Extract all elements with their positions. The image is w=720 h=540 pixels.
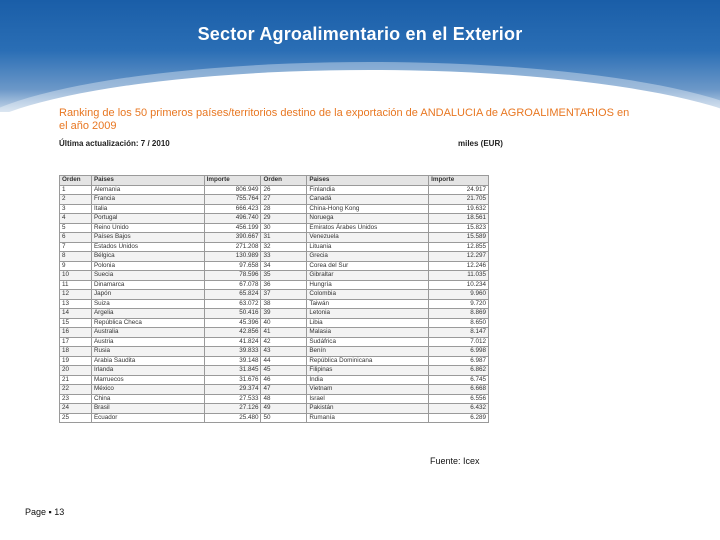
units-label: miles (EUR) xyxy=(458,139,503,148)
table-cell: 27 xyxy=(261,195,307,205)
table-cell: Irlanda xyxy=(91,366,204,376)
table-row xyxy=(60,375,489,385)
table-cell: 21.705 xyxy=(429,195,489,205)
table-cell: 50 xyxy=(261,413,307,423)
table-cell: Alemania xyxy=(91,185,204,195)
table-cell: 1 xyxy=(60,185,92,195)
table-cell: Israel xyxy=(307,394,429,404)
table-cell: Sudáfrica xyxy=(307,337,429,347)
table-cell: 24 xyxy=(60,404,92,414)
table-row xyxy=(60,290,489,300)
table-cell: Francia xyxy=(91,195,204,205)
table-cell: Rusia xyxy=(91,347,204,357)
update-label: Última actualización: 7 / 2010 xyxy=(59,139,170,148)
table-row xyxy=(60,233,489,243)
table-row xyxy=(60,404,489,414)
table-cell: México xyxy=(91,385,204,395)
table-cell: Letonia xyxy=(307,309,429,319)
table-cell: 22 xyxy=(60,385,92,395)
table-cell: 25 xyxy=(60,413,92,423)
table-cell: Taiwán xyxy=(307,299,429,309)
table-cell: 39 xyxy=(261,309,307,319)
table-cell: 19 xyxy=(60,356,92,366)
table-cell: 43 xyxy=(261,347,307,357)
table-cell: 6.556 xyxy=(429,394,489,404)
table-row xyxy=(60,309,489,319)
table-cell: 456.199 xyxy=(204,223,261,233)
table-cell: 21 xyxy=(60,375,92,385)
table-cell: India xyxy=(307,375,429,385)
table-cell: 18 xyxy=(60,347,92,357)
table-cell: 6.432 xyxy=(429,404,489,414)
table-row xyxy=(60,337,489,347)
table-cell: 6.745 xyxy=(429,375,489,385)
table-cell: Portugal xyxy=(91,214,204,224)
table-cell: 40 xyxy=(261,318,307,328)
table-cell: Suecia xyxy=(91,271,204,281)
table-cell: 36 xyxy=(261,280,307,290)
table-cell: Rumanía xyxy=(307,413,429,423)
table-cell: 50.416 xyxy=(204,309,261,319)
table-cell: Noruega xyxy=(307,214,429,224)
table-cell: 41.824 xyxy=(204,337,261,347)
table-cell: 37 xyxy=(261,290,307,300)
table-cell: 8 xyxy=(60,252,92,262)
table-cell: 25.480 xyxy=(204,413,261,423)
table-cell: 496.740 xyxy=(204,214,261,224)
table-cell: 38 xyxy=(261,299,307,309)
table-row xyxy=(60,347,489,357)
table-cell: 806.949 xyxy=(204,185,261,195)
table-cell: 8.869 xyxy=(429,309,489,319)
table-cell: 13 xyxy=(60,299,92,309)
table-cell: 271.208 xyxy=(204,242,261,252)
table-cell: 35 xyxy=(261,271,307,281)
table-cell: 11 xyxy=(60,280,92,290)
table-cell: Estados Unidos xyxy=(91,242,204,252)
table-row xyxy=(60,214,489,224)
table-heading: Ranking de los 50 primeros países/territorios destino de la exportación de ANDALUCIA de AGROALIMENTARIOS en el año 2009 xyxy=(59,107,630,132)
table-cell: 10.234 xyxy=(429,280,489,290)
table-cell: Ecuador xyxy=(91,413,204,423)
table-cell: 6.987 xyxy=(429,356,489,366)
table-row xyxy=(60,318,489,328)
table-cell: 29.374 xyxy=(204,385,261,395)
page-number: Page ▪ 13 xyxy=(25,507,65,517)
table-cell: 41 xyxy=(261,328,307,338)
table-cell: 12.297 xyxy=(429,252,489,262)
table-cell: Vietnam xyxy=(307,385,429,395)
table-cell: 130.989 xyxy=(204,252,261,262)
table-cell: 9 xyxy=(60,261,92,271)
table-cell: Dinamarca xyxy=(91,280,204,290)
table-cell: 12.855 xyxy=(429,242,489,252)
table-cell: Gibraltar xyxy=(307,271,429,281)
table-cell: República Checa xyxy=(91,318,204,328)
table-cell: 6.289 xyxy=(429,413,489,423)
table-cell: República Dominicana xyxy=(307,356,429,366)
table-cell: 6.862 xyxy=(429,366,489,376)
table-cell: 30 xyxy=(261,223,307,233)
table-cell: 31 xyxy=(261,233,307,243)
table-cell: 42 xyxy=(261,337,307,347)
table-cell: 666.423 xyxy=(204,204,261,214)
table-cell: 8.650 xyxy=(429,318,489,328)
table-cell: 6.998 xyxy=(429,347,489,357)
table-cell: 3 xyxy=(60,204,92,214)
table-cell: 8.147 xyxy=(429,328,489,338)
table-cell: Canadá xyxy=(307,195,429,205)
table-row xyxy=(60,394,489,404)
table-cell: Finlandia xyxy=(307,185,429,195)
table-cell: 11.035 xyxy=(429,271,489,281)
header-banner xyxy=(0,0,720,112)
table-cell: Reino Unido xyxy=(91,223,204,233)
table-cell: 32 xyxy=(261,242,307,252)
table-cell: Austria xyxy=(91,337,204,347)
table-cell: Brasil xyxy=(91,404,204,414)
table-cell: 45 xyxy=(261,366,307,376)
table-row xyxy=(60,413,489,423)
table-cell: 7.012 xyxy=(429,337,489,347)
table-cell: 97.658 xyxy=(204,261,261,271)
table-cell: 14 xyxy=(60,309,92,319)
table-cell: 28 xyxy=(261,204,307,214)
table-cell: Benín xyxy=(307,347,429,357)
table-cell: Grecia xyxy=(307,252,429,262)
slide-title: Sector Agroalimentario en el Exterior xyxy=(197,24,523,44)
table-header-row xyxy=(60,176,489,186)
table-cell: Colombia xyxy=(307,290,429,300)
table-cell: 10 xyxy=(60,271,92,281)
table-cell: Polonia xyxy=(91,261,204,271)
table-cell: 20 xyxy=(60,366,92,376)
table-cell: Emiratos Árabes Unidos xyxy=(307,223,429,233)
table-cell: 27.533 xyxy=(204,394,261,404)
table-cell: 31.845 xyxy=(204,366,261,376)
table-row xyxy=(60,299,489,309)
table-row xyxy=(60,356,489,366)
table-cell: 33 xyxy=(261,252,307,262)
table-cell: 39.833 xyxy=(204,347,261,357)
table-row xyxy=(60,280,489,290)
table-cell: Malasia xyxy=(307,328,429,338)
table-cell: 5 xyxy=(60,223,92,233)
table-cell: 18.561 xyxy=(429,214,489,224)
table-cell: 16 xyxy=(60,328,92,338)
table-cell: China xyxy=(91,394,204,404)
table-cell: 39.148 xyxy=(204,356,261,366)
table-cell: 755.764 xyxy=(204,195,261,205)
table-row xyxy=(60,223,489,233)
table-cell: Japón xyxy=(91,290,204,300)
table-cell: 15.823 xyxy=(429,223,489,233)
table-cell: 45.396 xyxy=(204,318,261,328)
table-cell: Pakistán xyxy=(307,404,429,414)
column-header: Orden xyxy=(261,176,307,186)
table-row xyxy=(60,185,489,195)
table-cell: 44 xyxy=(261,356,307,366)
table-cell: Australia xyxy=(91,328,204,338)
table-row xyxy=(60,204,489,214)
table-cell: China-Hong Kong xyxy=(307,204,429,214)
table-cell: 15 xyxy=(60,318,92,328)
table-cell: 7 xyxy=(60,242,92,252)
source-note: Fuente: Icex xyxy=(430,456,480,466)
column-header: Importe xyxy=(429,176,489,186)
table-cell: 42.856 xyxy=(204,328,261,338)
table-cell: Venezuela xyxy=(307,233,429,243)
table-cell: 46 xyxy=(261,375,307,385)
table-cell: 26 xyxy=(261,185,307,195)
table-cell: 4 xyxy=(60,214,92,224)
table-cell: 9.720 xyxy=(429,299,489,309)
table-row xyxy=(60,271,489,281)
table-cell: 19.632 xyxy=(429,204,489,214)
column-header: Orden xyxy=(60,176,92,186)
table-row xyxy=(60,385,489,395)
table-cell: 12.246 xyxy=(429,261,489,271)
table-cell: 34 xyxy=(261,261,307,271)
table-cell: Filipinas xyxy=(307,366,429,376)
table-cell: 390.667 xyxy=(204,233,261,243)
table-cell: Italia xyxy=(91,204,204,214)
table-cell: Países Bajos xyxy=(91,233,204,243)
table-cell: Arabia Saudita xyxy=(91,356,204,366)
table-cell: 27.126 xyxy=(204,404,261,414)
table-cell: 29 xyxy=(261,214,307,224)
table-cell: Argelia xyxy=(91,309,204,319)
column-header: Importe xyxy=(204,176,261,186)
table-row xyxy=(60,261,489,271)
table-cell: 24.917 xyxy=(429,185,489,195)
column-header: Paises xyxy=(307,176,429,186)
table-cell: Libia xyxy=(307,318,429,328)
table-cell: 12 xyxy=(60,290,92,300)
table-cell: 9.960 xyxy=(429,290,489,300)
table-cell: 15.589 xyxy=(429,233,489,243)
ranking-table xyxy=(59,175,489,423)
table-row xyxy=(60,366,489,376)
table-cell: Hungría xyxy=(307,280,429,290)
table-cell: 47 xyxy=(261,385,307,395)
table-cell: 23 xyxy=(60,394,92,404)
table-row xyxy=(60,328,489,338)
table-cell: Suiza xyxy=(91,299,204,309)
table-cell: Marruecos xyxy=(91,375,204,385)
table-cell: 31.676 xyxy=(204,375,261,385)
table-cell: 48 xyxy=(261,394,307,404)
column-header: Paises xyxy=(91,176,204,186)
table-row xyxy=(60,242,489,252)
table-cell: Lituania xyxy=(307,242,429,252)
table-cell: 49 xyxy=(261,404,307,414)
table-cell: 2 xyxy=(60,195,92,205)
table-cell: 78.596 xyxy=(204,271,261,281)
table-cell: 65.824 xyxy=(204,290,261,300)
table-cell: Corea del Sur xyxy=(307,261,429,271)
table-cell: 6.668 xyxy=(429,385,489,395)
table-cell: 6 xyxy=(60,233,92,243)
table-row xyxy=(60,252,489,262)
table-cell: 63.072 xyxy=(204,299,261,309)
table-cell: 67.078 xyxy=(204,280,261,290)
table-cell: Bélgica xyxy=(91,252,204,262)
table-cell: 17 xyxy=(60,337,92,347)
table-row xyxy=(60,195,489,205)
